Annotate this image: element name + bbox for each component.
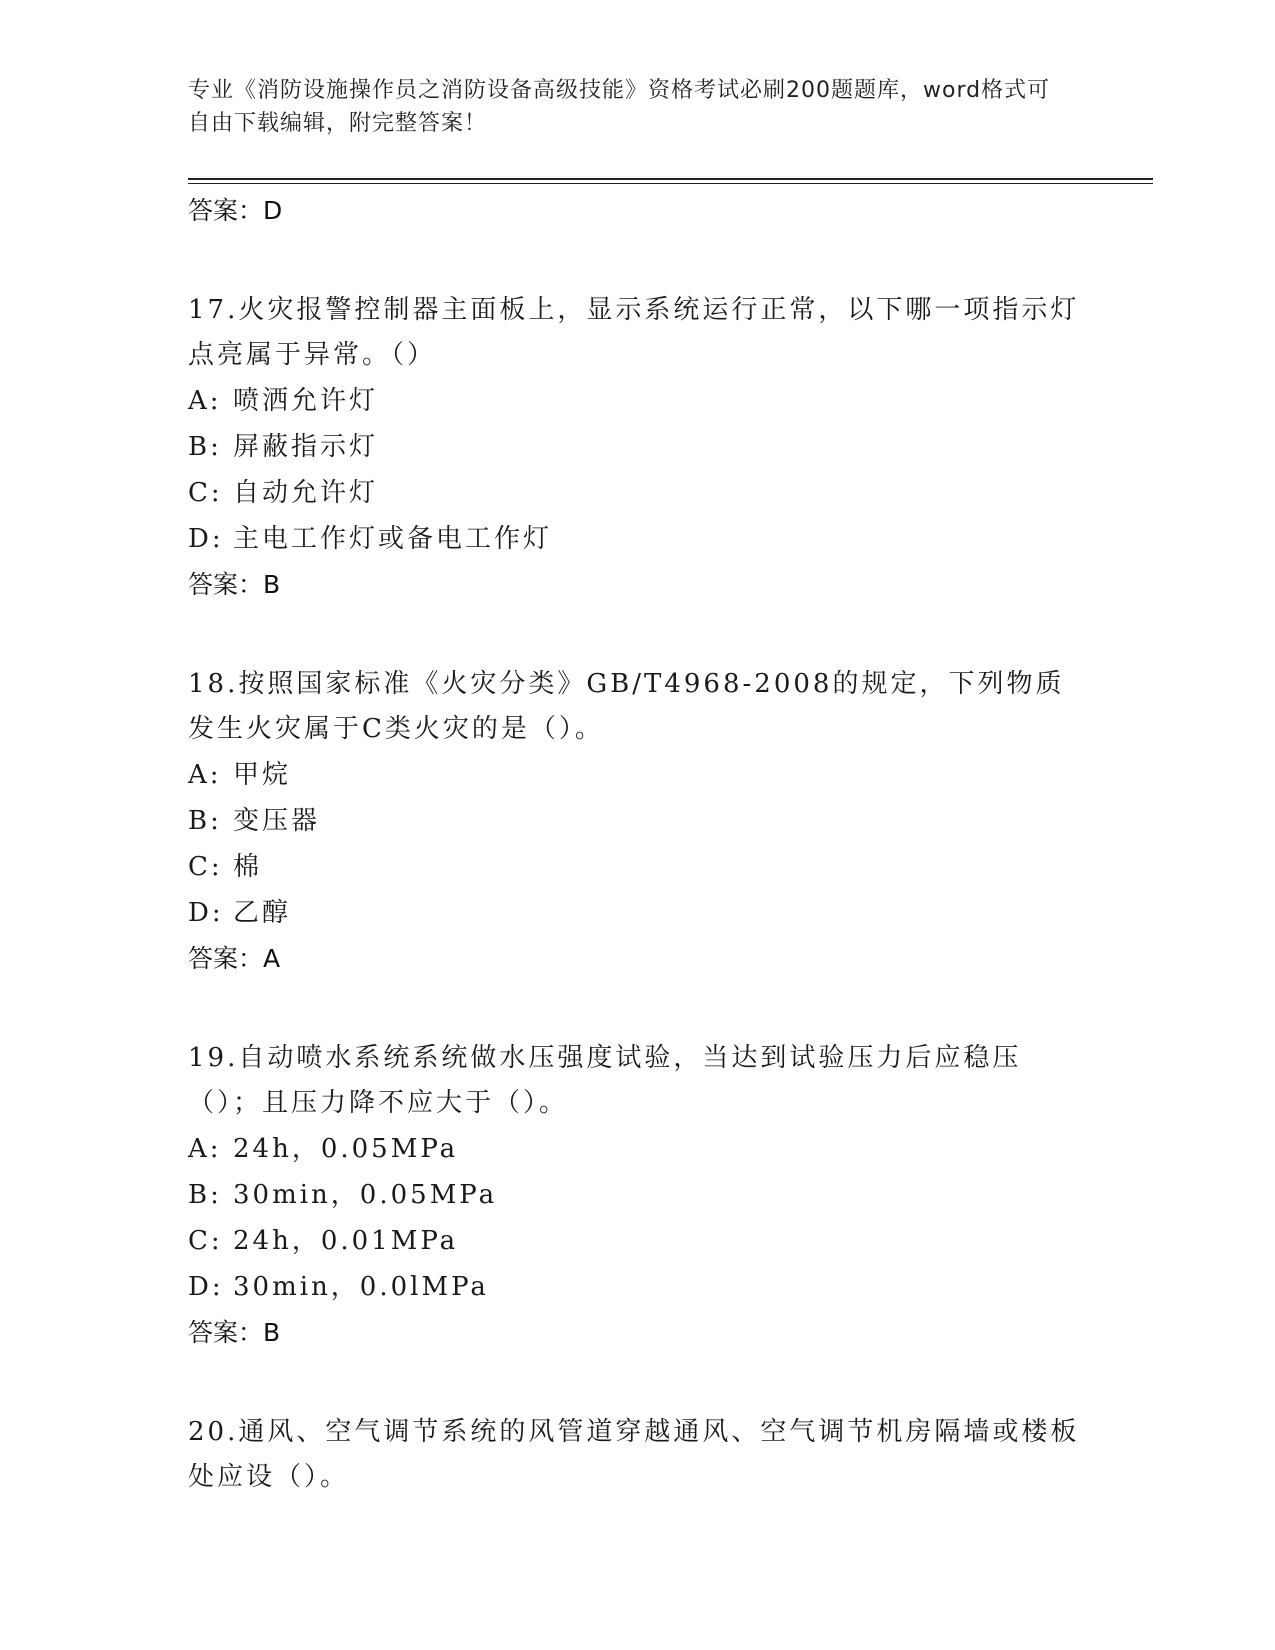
option-d: D: 乙醇 xyxy=(188,898,292,928)
option-a: A: 喷洒允许灯 xyxy=(188,386,379,416)
question-20-text: 20.通风、空气调节系统的风管道穿越通风、空气调节机房隔墙或楼板处应设（）。 xyxy=(188,1417,1080,1492)
option-b: B: 屏蔽指示灯 xyxy=(188,432,379,462)
document-header: 专业《消防设施操作员之消防设备高级技能》资格考试必刷200题题库，word格式可自由下载编辑，附完整答案！ xyxy=(188,78,1051,136)
spacer xyxy=(188,982,1088,1036)
answer-17: 答案：B xyxy=(188,570,281,599)
header-rule-thick xyxy=(188,178,1153,180)
option-b: B: 变压器 xyxy=(188,806,321,836)
answer-18: 答案：A xyxy=(188,944,281,973)
option-b: B: 30min，0.05MPa xyxy=(188,1180,498,1210)
option-c: C: 24h，0.01MPa xyxy=(188,1226,459,1256)
option-c: C: 自动允许灯 xyxy=(188,478,379,508)
question-list xyxy=(188,188,1088,1500)
spacer xyxy=(188,234,1088,288)
question-17-text: 17.火灾报警控制器主面板上，显示系统运行正常，以下哪一项指示灯点亮属于异常。（） xyxy=(188,295,1080,370)
question-20 xyxy=(188,1410,1088,1500)
question-19 xyxy=(188,1036,1088,1356)
option-a: A: 24h，0.05MPa xyxy=(188,1134,459,1164)
option-d: D: 30min，0.0lMPa xyxy=(188,1272,489,1302)
question-19-text: 19.自动喷水系统系统做水压强度试验，当达到试验压力后应稳压（）；且压力降不应大于（）。 xyxy=(188,1043,1022,1118)
spacer xyxy=(188,1356,1088,1410)
question-18-text: 18.按照国家标准《火灾分类》GB/T4968-2008的规定，下列物质发生火灾属于C类火灾的是（）。 xyxy=(188,669,1065,744)
option-c: C: 棉 xyxy=(188,852,263,882)
question-17 xyxy=(188,288,1088,608)
answer-16: 答案：D xyxy=(188,196,283,225)
option-a: A: 甲烷 xyxy=(188,760,292,790)
question-18 xyxy=(188,662,1088,982)
answer-19: 答案：B xyxy=(188,1318,281,1347)
spacer xyxy=(188,608,1088,662)
option-d: D: 主电工作灯或备电工作灯 xyxy=(188,524,553,554)
header-rule-thin xyxy=(188,183,1153,184)
